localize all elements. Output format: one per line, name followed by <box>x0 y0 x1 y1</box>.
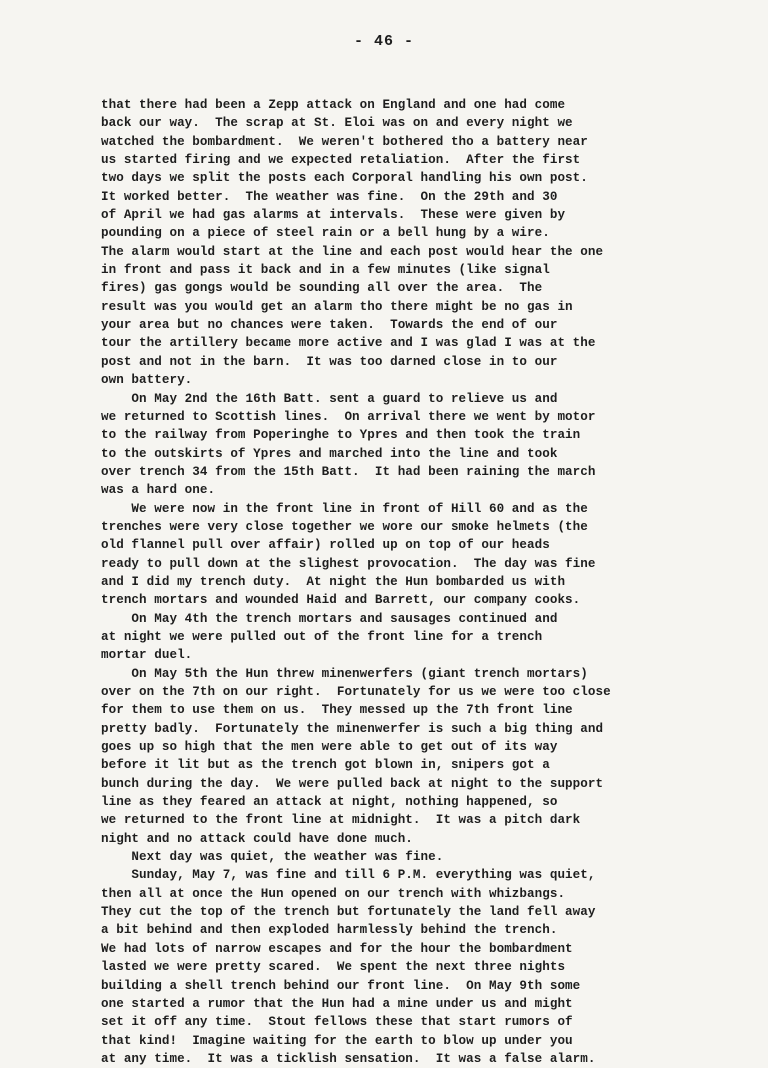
text-line: night and no attack could have done much. <box>101 831 413 846</box>
text-line: one started a rumor that the Hun had a mine under us and might <box>101 996 573 1011</box>
text-line: goes up so high that the men were able to get out of its way <box>101 740 558 755</box>
text-line: building a shell trench behind our front line. On May 9th some <box>101 978 581 993</box>
text-line: Next day was quiet, the weather was fine. <box>101 850 444 865</box>
page-number: - 46 - <box>353 33 414 50</box>
text-line: at night we were pulled out of the front line for a trench <box>101 629 543 644</box>
text-line: lasted we were pretty scared. We spent the next three nights <box>101 960 566 975</box>
text-line: On May 4th the trench mortars and sausages continued and <box>101 611 558 626</box>
text-line: to the outskirts of Ypres and marched into the line and took <box>101 446 558 461</box>
text-line: at any time. It was a ticklish sensation. It was a false alarm. <box>101 1051 596 1066</box>
text-line: We were now in the front line in front of Hill 60 and as the <box>101 501 588 516</box>
text-line: that there had been a Zepp attack on England and one had come <box>101 98 566 112</box>
text-line: line as they feared an attack at night, nothing happened, so <box>101 795 558 810</box>
text-line: It worked better. The weather was fine. On the 29th and 30 <box>101 189 558 204</box>
text-line: then all at once the Hun opened on our trench with whizbangs. <box>101 886 566 901</box>
text-line: bunch during the day. We were pulled back at night to the support <box>101 776 604 791</box>
text-line: for them to use them on us. They messed up the 7th front line <box>101 703 573 718</box>
text-line: us started firing and we expected retaliation. After the first <box>101 153 581 168</box>
text-line: pounding on a piece of steel rain or a bell hung by a wire. <box>101 226 550 241</box>
text-line: The alarm would start at the line and each post would hear the one <box>101 244 604 259</box>
text-line: your area but no chances were taken. Towards the end of our <box>101 318 558 333</box>
text-line: old flannel pull over affair) rolled up on top of our heads <box>101 538 550 553</box>
text-line: in front and pass it back and in a few minutes (like signal <box>101 263 550 278</box>
text-line: mortar duel. <box>101 648 193 663</box>
text-line: set it off any time. Stout fellows these that start rumors of <box>101 1015 573 1030</box>
text-line: pretty badly. Fortunately the minenwerfer is such a big thing and <box>101 721 604 736</box>
text-line: result was you would get an alarm tho there might be no gas in <box>101 299 573 314</box>
text-line: fires) gas gongs would be sounding all over the area. The <box>101 281 543 296</box>
text-line: was a hard one. <box>101 483 216 498</box>
text-line: post and not in the barn. It was too darned close in to our <box>101 354 558 369</box>
text-line: own battery. <box>101 373 193 388</box>
text-line: watched the bombardment. We weren't bothered tho a battery near <box>101 134 588 149</box>
text-line: over trench 34 from the 15th Batt. It had been raining the march <box>101 464 596 479</box>
text-line: to the railway from Poperinghe to Ypres and then took the train <box>101 428 581 443</box>
text-line: Sunday, May 7, was fine and till 6 P.M. everything was quiet, <box>101 868 596 883</box>
text-line: On May 5th the Hun threw minenwerfers (giant trench mortars) <box>101 666 588 681</box>
text-line: that kind! Imagine waiting for the earth to blow up under you <box>101 1033 573 1048</box>
text-line: They cut the top of the trench but fortunately the land fell away <box>101 905 596 920</box>
text-line: back our way. The scrap at St. Eloi was on and every night we <box>101 116 573 131</box>
text-line: a bit behind and then exploded harmlessly behind the trench. <box>101 923 558 938</box>
text-line: trench mortars and wounded Haid and Barrett, our company cooks. <box>101 593 581 608</box>
text-line: two days we split the posts each Corporal handling his own post. <box>101 171 588 186</box>
text-line: tour the artillery became more active and I was glad I was at the <box>101 336 596 351</box>
text-line: of April we had gas alarms at intervals. These were given by <box>101 208 566 223</box>
text-line: We had lots of narrow escapes and for the hour the bombardment <box>101 941 573 956</box>
text-line: On May 2nd the 16th Batt. sent a guard to relieve us and <box>101 391 558 406</box>
text-line: trenches were very close together we wore our smoke helmets (the <box>101 519 588 534</box>
text-line: ready to pull down at the slighest provocation. The day was fine <box>101 556 596 571</box>
text-line: and I did my trench duty. At night the Hun bombarded us with <box>101 574 566 589</box>
body-text <box>101 96 721 1068</box>
text-line: we returned to the front line at midnight. It was a pitch dark <box>101 813 581 828</box>
text-line: before it lit but as the trench got blown in, snipers got a <box>101 758 550 773</box>
text-line: we returned to Scottish lines. On arrival there we went by motor <box>101 409 596 424</box>
text-line: over on the 7th on our right. Fortunately for us we were too close <box>101 685 611 699</box>
